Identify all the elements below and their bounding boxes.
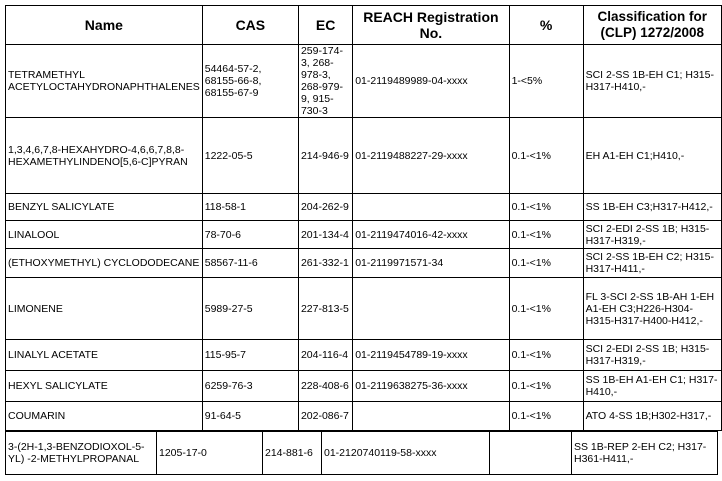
- table-row: [6, 45, 722, 118]
- header-percent: %: [509, 6, 583, 45]
- cell-cas: 6259-76-3: [202, 371, 298, 402]
- cell-classification: EH A1-EH C1;H410,-: [583, 118, 721, 194]
- table-row: [6, 371, 722, 402]
- cell-cas: 58567-11-6: [202, 249, 298, 278]
- cell-cas: 118-58-1: [202, 194, 298, 221]
- cell-percent: 0.1-<1%: [509, 249, 583, 278]
- header-cas: CAS: [202, 6, 298, 45]
- cell-cas: 1222-05-5: [202, 118, 298, 194]
- cell-percent: 0.1-<1%: [509, 118, 583, 194]
- cell-ec: 227-813-5: [298, 278, 352, 340]
- cell-percent: 0.1-<1%: [509, 194, 583, 221]
- table-row: [6, 118, 722, 194]
- cell-reach: [353, 278, 509, 340]
- cell-classification: SCI 2-SS 1B-EH C1; H315-H317-H410,-: [583, 45, 721, 118]
- cell-percent: 0.1-<1%: [509, 371, 583, 402]
- cell-name: LINALYL ACETATE: [6, 340, 203, 371]
- cell-name: TETRAMETHYL ACETYLOCTAHYDRONAPHTHALENES: [6, 45, 203, 118]
- cell-classification: SCI 2-EDI 2-SS 1B; H315-H317-H319,-: [583, 221, 721, 249]
- cell-name: COUMARIN: [6, 402, 203, 431]
- cell-reach: 01-2119474016-42-xxxx: [353, 221, 509, 249]
- cell-classification: FL 3-SCI 2-SS 1B-AH 1-EH A1-EH C3;H226-H304-H315-H317-H400-H412,-: [583, 278, 721, 340]
- cell-name: HEXYL SALICYLATE: [6, 371, 203, 402]
- cell-ec: 202-086-7: [298, 402, 352, 431]
- cell-percent: 0.1-<1%: [509, 402, 583, 431]
- table-row: [6, 221, 722, 249]
- table-row: [6, 194, 722, 221]
- table-row: [6, 340, 722, 371]
- table-row: [6, 432, 718, 475]
- header-classification: Classification for (CLP) 1272/2008: [583, 6, 721, 45]
- cell-ec: 261-332-1: [298, 249, 352, 278]
- cell-cas: 91-64-5: [202, 402, 298, 431]
- cell-classification: SS 1B-REP 2-EH C2; H317-H361-H411,-: [572, 432, 718, 475]
- cell-percent: 0.1-<1%: [509, 278, 583, 340]
- cell-percent: 0.1-<1%: [509, 221, 583, 249]
- cell-reach: 01-2119971571-34: [353, 249, 509, 278]
- cell-name: 1,3,4,6,7,8-HEXAHYDRO-4,6,6,7,8,8-HEXAMETHYLINDENO[5,6-C]PYRAN: [6, 118, 203, 194]
- cell-classification: SS 1B-EH C3;H317-H412,-: [583, 194, 721, 221]
- cell-name: BENZYL SALICYLATE: [6, 194, 203, 221]
- table-row: [6, 278, 722, 340]
- cell-percent: [490, 432, 572, 475]
- cell-ec: 204-262-9: [298, 194, 352, 221]
- cell-reach: [353, 402, 509, 431]
- cell-cas: 54464-57-2, 68155-66-8, 68155-67-9: [202, 45, 298, 118]
- cell-reach: 01-2120740119-58-xxxx: [322, 432, 490, 475]
- table-row: [6, 249, 722, 278]
- cell-classification: SS 1B-EH A1-EH C1; H317-H410,-: [583, 371, 721, 402]
- header-ec: EC: [298, 6, 352, 45]
- cell-reach: 01-2119638275-36-xxxx: [353, 371, 509, 402]
- cell-name: LIMONENE: [6, 278, 203, 340]
- cell-classification: SCI 2-SS 1B-EH C2; H315-H317-H411,-: [583, 249, 721, 278]
- cell-cas: 78-70-6: [202, 221, 298, 249]
- cell-percent: 0.1-<1%: [509, 340, 583, 371]
- cell-reach: [353, 194, 509, 221]
- cell-classification: SCI 2-EDI 2-SS 1B; H315-H317-H319,-: [583, 340, 721, 371]
- substances-table-continued: [5, 431, 718, 475]
- header-reach: REACH Registration No.: [353, 6, 509, 45]
- cell-ec: 214-946-9: [298, 118, 352, 194]
- cell-cas: 1205-17-0: [157, 432, 263, 475]
- cell-ec: 204-116-4: [298, 340, 352, 371]
- cell-name: LINALOOL: [6, 221, 203, 249]
- cell-name: (ETHOXYMETHYL) CYCLODODECANE: [6, 249, 203, 278]
- cell-percent: 1-<5%: [509, 45, 583, 118]
- cell-reach: 01-2119488227-29-xxxx: [353, 118, 509, 194]
- cell-classification: ATO 4-SS 1B;H302-H317,-: [583, 402, 721, 431]
- substances-table: [5, 5, 722, 431]
- header-row: [6, 6, 722, 45]
- cell-cas: 5989-27-5: [202, 278, 298, 340]
- cell-name: 3-(2H-1,3-BENZODIOXOL-5-YL) -2-METHYLPROPANAL: [6, 432, 157, 475]
- table-row: [6, 402, 722, 431]
- cell-cas: 115-95-7: [202, 340, 298, 371]
- cell-reach: 01-2119489989-04-xxxx: [353, 45, 509, 118]
- cell-ec: 259-174-3, 268-978-3, 268-979-9, 915-730-3: [298, 45, 352, 118]
- header-name: Name: [6, 6, 203, 45]
- cell-ec: 214-881-6: [263, 432, 322, 475]
- cell-ec: 201-134-4: [298, 221, 352, 249]
- cell-reach: 01-2119454789-19-xxxx: [353, 340, 509, 371]
- cell-ec: 228-408-6: [298, 371, 352, 402]
